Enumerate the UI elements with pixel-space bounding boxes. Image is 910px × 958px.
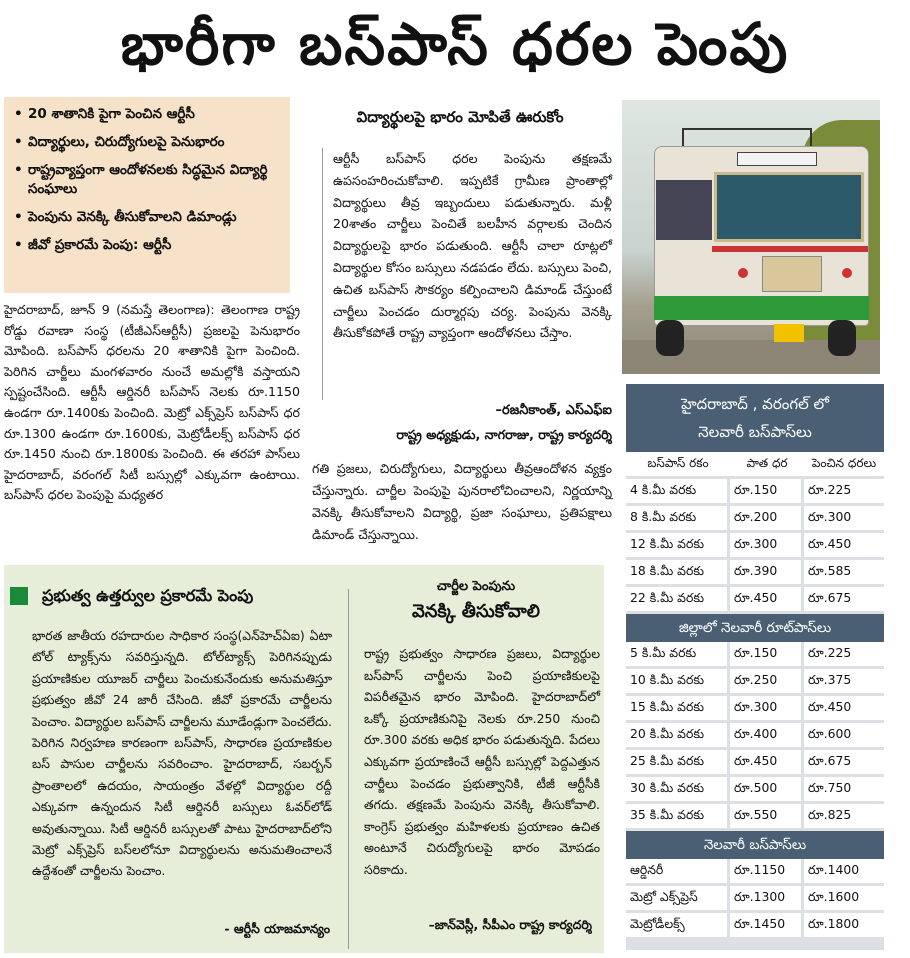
quote-text: ఆర్టీసీ బస్‌పాస్ ధరల పెంపును తక్షణమే ఉపసంహరించుకోవాలి. ఇప్పటికే గ్రామీణ ప్రాంతాల్లో విద్యార్థులు తీవ్ర ఇబ్బందులు పడుతున్నారు. మళ్లీ 20శాతం చార్జీలు పెంచితే బలహీన వర్గాలకు చెందిన విద్యార్థులపై భారం పడుతుంది. ఆర్టీసీ చాలా రూట్లలో విద్యార్థుల కోసం బస్సులు నడపడం లేదు. బస్సులు పెంచి, ఉచిత బస్‌పాస్ సౌకర్యం కల్పించాలని డిమాండ్ చేస్తుంటే చార్జీలు పెంచడం దుర్మార్గపు చర్య. పెంపును వెనక్కి తీసుకోకపోతే రాష్ట్ర వ్యాప్తంగా ఆందోళనలు చేస్తాం. <box>322 148 612 400</box>
highlights-box <box>4 97 290 293</box>
table-cell: 12 కి.మీ వరకు <box>626 533 730 560</box>
quote-signature: –రజనీకాంత్, ఎస్‌ఎఫ్‌ఐ <box>495 403 612 418</box>
monthly-pass-table <box>626 859 884 940</box>
table-row <box>626 859 884 886</box>
table-cell: రూ.400 <box>730 723 804 750</box>
table-cell: రూ.300 <box>730 533 804 560</box>
highlight-text: రాష్ట్రవ్యాప్తంగా ఆందోళనలకు సిద్ధమైన విద్యార్థి సంఘాలు <box>28 162 268 197</box>
table-row <box>626 669 884 696</box>
lead-article-text: హైదరాబాద్, జూన్ 9 (నమస్తే తెలంగాణ): తెలంగాణ రాష్ట్ర రోడ్డు రవాణా సంస్థ (టీజీఎస్‌ఆర్టీసీ) ప్రజలపై పెనుభారం మోపింది. బస్‌పాస్ ధరలను 20 శాతానికి పైగా పెంచింది. పెరిగిన చార్జీలు మంగళవారం నుంచే అమల్లోకి వస్తాయని స్పష్టంచేసింది. ఆర్టీసీ ఆర్డినరీ బస్‌పాస్ నెలకు రూ.1150 ఉండగా రూ.1400కు పెంచింది. మెట్రో ఎక్స్‌ప్రెస్ బస్‌పాస్ ధర రూ.1300 ఉండగా రూ.1600కు, మెట్రోడీలక్స్ బస్‌పాస్ ధర రూ.1450 నుంచి రూ.1800కు పెంచింది. ఈ తరహా పాస్‌లు హైదరాబాద్, వరంగల్ సిటీ బస్సుల్లో ఎక్కువగా ఉంటాయి. బస్‌పాస్ ధరల పెంపుపై మధ్యతర <box>4 302 300 503</box>
bullet-icon: • <box>14 237 23 253</box>
table-cell: రూ.1300 <box>730 886 804 913</box>
table-cell: రూ.150 <box>730 642 804 669</box>
table-title <box>626 384 884 452</box>
opinion-title: వెనక్కి తీసుకోవాలి <box>412 601 540 622</box>
highlight-item <box>14 236 282 255</box>
table-cell: రూ.1800 <box>804 913 884 940</box>
headline: భారీగా బస్‌పాస్ ధరల పెంపు <box>120 10 790 78</box>
table-cell: రూ.450 <box>730 587 804 614</box>
table-cell: 10 కి.మీ వరకు <box>626 669 730 696</box>
table-cell: 35 కి.మీ వరకు <box>626 804 730 831</box>
table-cell: రూ.585 <box>804 560 884 587</box>
section-title <box>10 581 340 611</box>
bus-photo <box>622 100 880 374</box>
wheel-icon <box>656 320 684 356</box>
table-cell: రూ.675 <box>804 750 884 777</box>
opinion-text: రాష్ట్ర ప్రభుత్వం సాధారణ ప్రజలు, విద్యార్థుల బస్‌పాస్ చార్జీలను పెంచి ప్రయాణికులపై విపరీతమైన భారం మోపింది. హైదరాబాద్‌లో ఒక్కో ప్రయాణికునిపై నెలకు రూ.250 నుంచి రూ.300 వరకు అధిక భారం పడుతున్నది. పేదలు ఎక్కువగా ప్రయాణించే ఆర్టీసీ బస్సుల్లో పెద్దఎత్తున చార్జీలు పెంచడం ప్రభుత్వానికి, టీజీ ఆర్టీసీకి తగదు. తక్షణమే పెంపును వెనక్కి తీసుకోవాలి. కాంగ్రెస్ ప్రభుత్వం మహిళలకు ప్రయాణం ఉచిత అంటూనే చిరుద్యోగులపై భారం మోపడం సరికాదు. <box>364 646 600 877</box>
district-table-title: జిల్లాలో నెలవారీ రూట్‌పాస్‌లు <box>626 614 884 642</box>
bus-red-stripe <box>712 246 868 252</box>
table-row <box>626 804 884 831</box>
table-row <box>626 642 884 669</box>
lead-article-continuation: గతి ప్రజలు, చిరుద్యోగులు, విద్యార్థులు తీవ్రఆందోళన వ్యక్తం చేస్తున్నారు. చార్జీల పెంపుపై పునరాలోచించాలని, నిర్ణయాన్ని వెనక్కి తీసుకోవాలని విద్యార్థి, ప్రజా సంఘాలు, ప్రతిపక్షాలు డిమాండ్ చేస్తున్నాయి. <box>312 461 612 542</box>
table-cell: 25 కి.మీ వరకు <box>626 750 730 777</box>
table-cell: రూ.200 <box>730 506 804 533</box>
table-cell: రూ.250 <box>730 669 804 696</box>
bullet-icon: • <box>14 162 23 178</box>
table-row <box>626 560 884 587</box>
bullet-icon: • <box>14 209 23 225</box>
table-cell: రూ.225 <box>804 479 884 506</box>
table-row <box>626 750 884 777</box>
bus-icon <box>642 128 874 358</box>
table-cell: రూ.750 <box>804 777 884 804</box>
opinion-subtitle: చార్జీల పెంపును <box>436 579 516 594</box>
table-cell: రూ.150 <box>730 479 804 506</box>
table-cell: రూ.1400 <box>804 859 884 886</box>
table-cell: రూ.225 <box>804 642 884 669</box>
table-cell: రూ.1600 <box>804 886 884 913</box>
table-cell: రూ.1150 <box>730 859 804 886</box>
column-divider <box>348 589 349 949</box>
table-title-line: నెలవారీ బస్‌పాస్‌లు <box>698 423 812 441</box>
table-cell: రూ.450 <box>804 696 884 723</box>
headlamp-icon <box>738 268 748 278</box>
table-cell: రూ.500 <box>730 777 804 804</box>
table-cell: మెట్రోడీలక్స్ <box>626 913 730 940</box>
bus-green-bumper <box>654 296 869 320</box>
column-header: బస్‌పాస్ రకం <box>626 452 730 479</box>
column-header: పెంచిన ధరలు <box>804 452 884 479</box>
table-cell: 18 కి.మీ వరకు <box>626 560 730 587</box>
table-cell: రూ.300 <box>730 696 804 723</box>
bus-destination-board <box>737 152 817 166</box>
table-title-line: హైదరాబాద్ , వరంగల్ లో <box>681 395 829 413</box>
bullet-icon: • <box>14 106 23 122</box>
wheel-icon <box>828 320 856 356</box>
city-pass-table <box>626 452 884 614</box>
section-signature: - ఆర్టీసీ యాజమాన్యం <box>224 921 330 936</box>
table-cell: రూ.825 <box>804 804 884 831</box>
table-cell: 30 కి.మీ వరకు <box>626 777 730 804</box>
bus-grill <box>762 256 822 292</box>
district-pass-table <box>626 642 884 831</box>
table-row <box>626 913 884 940</box>
section-title-text: ప్రభుత్వ ఉత్తర్వుల ప్రకారమే పెంపు <box>42 586 254 605</box>
quote-title: విద్యార్థులపై భారం మోపితే ఊరుకోం <box>356 108 564 126</box>
table-cell: 4 కి.మీ వరకు <box>626 479 730 506</box>
bus-windshield <box>714 172 864 242</box>
table-cell: రూ.375 <box>804 669 884 696</box>
highlight-text: జీవో ప్రకారమే పెంపు: ఆర్టీసీ <box>28 237 172 253</box>
table-cell: మెట్రో ఎక్స్‌ప్రెస్ <box>626 886 730 913</box>
table-cell: రూ.300 <box>804 506 884 533</box>
table-cell: రూ.450 <box>730 750 804 777</box>
table-cell: రూ.600 <box>804 723 884 750</box>
number-plate <box>774 324 804 342</box>
quote-signature-designation: రాష్ట్ర అధ్యక్షుడు, నాగరాజు, రాష్ట్ర కార్యదర్శి <box>396 427 612 442</box>
table-cell: రూ.450 <box>804 533 884 560</box>
column-header: పాత ధర <box>730 452 804 479</box>
green-square-icon <box>10 587 28 605</box>
highlight-item <box>14 161 282 199</box>
highlight-item <box>14 105 282 124</box>
bullet-icon: • <box>14 134 23 150</box>
section-text: భారత జాతీయ రహదారుల సాధికార సంస్థ(ఎన్‌హెచ్‌ఏఐ) ఏటా టోల్ ట్యాక్స్‌ను సవరిస్తున్నది. టోల్‌ట్యాక్స్ పెరిగినప్పుడు ప్రయాణికుల యూజర్ చార్జీలు పెంచుకునేందుకు అనుమతిస్తూ ప్రభుత్వం జీవో 24 జారీ చేసింది. జీవో ప్రకారమే చార్జీలను పెంచాం. విద్యార్థుల బస్‌పాస్ చార్జీలను మూడేండ్లుగా పెంచలేదు. పెరిగిన నిర్వహణ కారణంగా బస్‌పాస్, సాధారణ ప్రయాణికుల బస్ పాసుల చార్జీలను సవరించాం. హైదరాబాద్, సబర్బన్ ప్రాంతాలలో ఉదయం, సాయంత్రం వేళల్లో విద్యార్థుల రద్దీ ఎక్కువగా ఉన్నందున సిటీ ఆర్డినరీ బస్సులు ఓవర్‌లోడ్ అవుతున్నాయి. సిటీ ఆర్డినరీ బస్సులతో పాటు హైదరాబాద్‌లోని మెట్రో ఎక్స్‌ప్రెస్ బస్‌లలోనూ విద్యార్థులను అనుమతించాలనే ఉద్దేశంతో చార్జీలను పెంచాం. <box>32 628 332 879</box>
headlamp-icon <box>842 268 852 278</box>
table-row <box>626 533 884 560</box>
table-cell: రూ.1450 <box>730 913 804 940</box>
table-row <box>626 777 884 804</box>
highlight-text: 20 శాతానికి పైగా పెంచిన ఆర్టీసీ <box>28 106 195 122</box>
table-cell: 8 కి.మీ వరకు <box>626 506 730 533</box>
table-cell: 20 కి.మీ వరకు <box>626 723 730 750</box>
table-row <box>626 479 884 506</box>
sub-article-section <box>4 565 604 953</box>
table-row <box>626 696 884 723</box>
highlight-text: విద్యార్థులు, చిరుద్యోగులపై పెనుభారం <box>28 134 225 150</box>
bus-side-window <box>656 180 712 240</box>
table-cell: రూ.390 <box>730 560 804 587</box>
table-cell: 15 కి.మీ వరకు <box>626 696 730 723</box>
highlight-item <box>14 208 282 227</box>
table-cell: 5 కి.మీ వరకు <box>626 642 730 669</box>
table-row <box>626 506 884 533</box>
table-cell: రూ.675 <box>804 587 884 614</box>
table-row <box>626 587 884 614</box>
table-row <box>626 886 884 913</box>
table-cell: ఆర్డినరీ <box>626 859 730 886</box>
highlight-text: పెంపును వెనక్కి తీసుకోవాలని డిమాండ్లు <box>28 209 237 225</box>
opinion-signature: –జాన్‌వెస్లీ, సీపీఎం రాష్ట్ర కార్యదర్శి <box>428 917 592 932</box>
highlight-item <box>14 133 282 152</box>
table-row <box>626 723 884 750</box>
table-cell: 22 కి.మీ వరకు <box>626 587 730 614</box>
table-header-row <box>626 452 884 479</box>
fare-table <box>626 384 884 950</box>
monthly-table-title: నెలవారీ బస్‌పాస్‌లు <box>626 831 884 859</box>
table-cell: రూ.550 <box>730 804 804 831</box>
